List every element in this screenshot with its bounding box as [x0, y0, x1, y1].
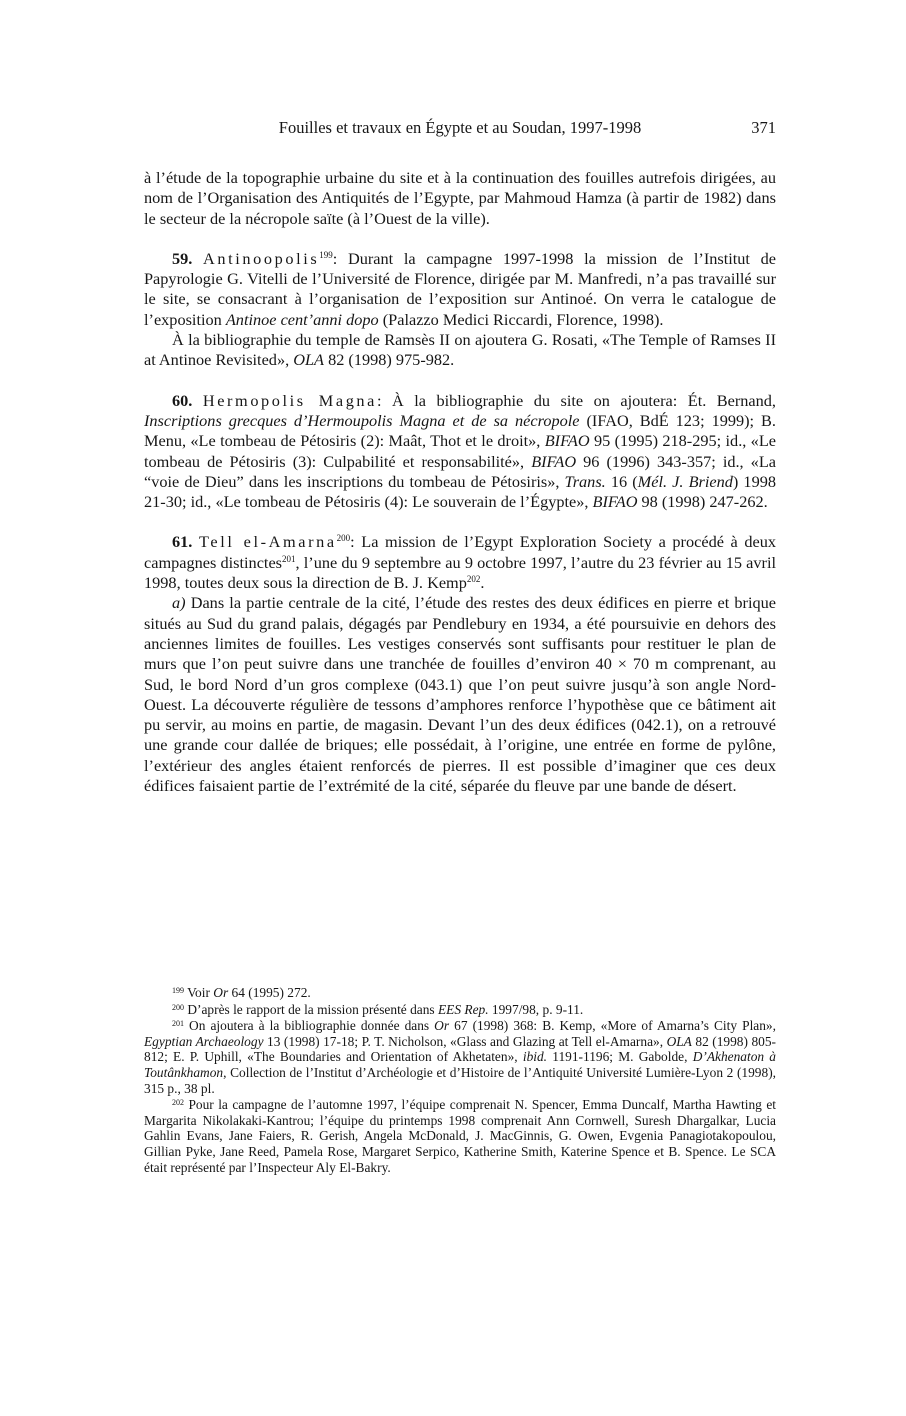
italic-title: Antinoe cent’anni dopo — [225, 309, 379, 329]
italic-title: D’Akhenaton à Toutânkhamon — [144, 1049, 777, 1080]
text-run: : À la bibliographie du site on ajoutera: Ét. Bernand, — [377, 390, 776, 410]
page-header — [144, 118, 776, 140]
text-run: On ajoutera à la bibliographie donnée dans — [184, 1018, 435, 1034]
footnote-ref: 202 — [466, 574, 481, 585]
italic-title: EES Rep. — [437, 1001, 489, 1017]
text-run: . — [480, 573, 485, 593]
footnote-number: 202 — [172, 1098, 184, 1108]
text-run: À la bibliographie du temple de Ramsès II on ajoutera G. Rosati, «The Temple of Ramses II at Antinoe Revisited», — [144, 330, 776, 370]
footnote-201 — [144, 1018, 776, 1096]
italic-title: Trans. — [564, 471, 606, 491]
text-run: 98 (1998) 247-262. — [637, 492, 768, 512]
footnote-ref: 200 — [336, 533, 351, 544]
footnotes — [144, 985, 776, 1176]
site-name: Tell el-Amarna — [198, 532, 337, 552]
text-run: Dans la partie centrale de la cité, l’étude des restes des deux édifices en pierre et brique situés au Sud du grand palais, dégagés par Pendlebury en 1934, a été poursuivie en dehors des anciennes limites de fouilles. Les vestiges conservés sont suffisants pour restituer le plan de murs que l’on peut suivre dans une tranchée de fouilles d’environ 40 × 70 m comprenant, au Sud, le bord Nord d’un gros complexe (043.1) que l’on peut suivre jusqu’à son angle Nord-Ouest. La découverte régulière de tessons d’amphores renforce l’hypothèse que ce bâtiment ait pu servir, au moins en partie, de magasin. Devant l’un des deux édifices (042.1), on a retrouvé une grande cour dallée de briques; elle possédait, à l’origine, une entrée en forme de pylône, l’extérieur des angles étaient renforcés de pierres. Il est possible d’imaginer que ces deux édifices faisaient partie de l’extrémité de la cité, séparée du fleuve par une bande de désert. — [144, 593, 776, 796]
text-run: 1997/98, p. 9-11. — [488, 1001, 584, 1017]
paragraph-continuation: à l’étude de la topographie urbaine du site et à la continuation des fouilles autrefois dirigées, au nom de l’Organisation des Antiquités de l’Egypte, par Mahmoud Hamza (à partir de 1982) dans le secteur de la nécropole saïte (à l’Ouest de la ville). — [144, 168, 776, 228]
running-title: Fouilles et travaux en Égypte et au Soudan, 1997-1998 — [278, 118, 642, 137]
text-run: 16 ( — [605, 471, 638, 491]
footnote-202 — [144, 1097, 776, 1175]
text-run: 1191-1196; M. Gabolde, — [547, 1049, 693, 1065]
main-text — [144, 168, 776, 796]
footnote-number: 201 — [172, 1019, 184, 1029]
site-name: Antinoopolis — [203, 248, 320, 268]
text-run: 64 (1995) 272. — [228, 985, 311, 1000]
section-61-subparagraph-a — [144, 593, 776, 796]
italic-title: BIFAO — [531, 451, 577, 471]
text-run: : La mission de l’Egypt Exploration Society a procédé à deux campagnes distinctes — [144, 532, 776, 572]
text-run: , Collection de l’Institut d’Archéologie et d’Histoire de l’Antiquité Université Lumière-Lyon 2 (1998), 315 p., 38 pl. — [144, 1064, 776, 1096]
section-number: 61. — [172, 532, 193, 552]
text-run: 82 (1998) 975-982. — [324, 350, 455, 370]
section-59-paragraph-2 — [144, 330, 776, 371]
italic-title: ibid. — [522, 1049, 548, 1065]
page-number: 371 — [751, 118, 776, 137]
italic-title: Inscriptions grecques d’Hermoupolis Magna et de sa nécropole — [144, 410, 580, 430]
section-60-paragraph — [144, 391, 776, 513]
italic-title: OLA — [666, 1033, 692, 1049]
text-run: ) 1998 21-30; id., «Le tombeau de Pétosiris (4): Le souverain de l’Égypte», — [144, 471, 776, 512]
section-59-paragraph — [144, 249, 776, 330]
text-run: 13 (1998) 17-18; P. T. Nicholson, «Glass and Glazing at Tell el-Amarna», — [263, 1033, 667, 1049]
italic-title: Mél. J. Briend — [637, 471, 733, 491]
italic-title: BIFAO — [592, 492, 638, 512]
italic-title: BIFAO — [544, 431, 590, 451]
text-run: D’après le rapport de la mission présenté dans — [184, 1001, 438, 1017]
text-run: 95 (1995) 218-295; id., «Le tombeau de Pétosiris (3): Culpabilité et responsabilité», — [144, 431, 776, 471]
text-run: (Palazzo Medici Riccardi, Florence, 1998). — [378, 309, 664, 329]
footnote-199 — [144, 985, 776, 1001]
text-run: : Durant la campagne 1997-1998 la mission de l’Institut de Papyrologie G. Vitelli de l’Université de Florence, dirigée par M. Manfredi, n’a pas travaillé sur le site, se consacrant à l’organisation de l’exposition sur Antinoé. On verra le catalogue de l’exposition — [144, 248, 776, 329]
italic-title: Or — [213, 985, 229, 1000]
text-run: , l’une du 9 septembre au 9 octobre 1997, l’autre du 23 février au 15 avril 1998, toutes deux sous la direction de B. J. Kemp — [144, 552, 776, 593]
site-name: Hermopolis Magna — [202, 390, 378, 410]
italic-title: Or — [434, 1018, 450, 1034]
footnote-200 — [144, 1002, 776, 1018]
section-number: 59. — [172, 248, 193, 268]
text-run: 82 (1998) 805-812; E. P. Uphill, «The Boundaries and Orientation of Akhetaten», — [144, 1033, 777, 1065]
text-run: Pour la campagne de l’automne 1997, l’équipe comprenait N. Spencer, Emma Duncalf, Martha Hawting et Margarita Nikolakaki-Kantrou; l’équipe du printemps 1998 comprenait Ann Cornwell, Suresh Dhargalkar, Lucia Gahlin Evans, Jane Faiers, R. Gerish, Angela McDonald, J. MacGinnis, G. Owen, Evgenia Panagiotakopoulou, Gillian Pyke, Jane Reed, Pamela Rose, Margaret Serpico, Katherine Smith, Katerine Spence et B. Spence. Le SCA était représenté par l’Inspecteur Aly El-Bakry. — [144, 1097, 776, 1175]
italic-title: OLA — [293, 350, 324, 370]
text-run: 67 (1998) 368: B. Kemp, «More of Amarna’s City Plan», — [449, 1018, 776, 1034]
text-run: 96 (1996) 343-357; id., «La “voie de Dieu” dans les inscriptions du tombeau de Pétosiris», — [144, 451, 776, 491]
footnote-number: 199 — [172, 986, 184, 995]
section-number: 60. — [172, 390, 193, 410]
text-run: Voir — [184, 985, 214, 1000]
section-61-paragraph — [144, 532, 776, 593]
footnote-ref: 201 — [282, 553, 296, 564]
footnote-number: 200 — [172, 1002, 184, 1012]
footnote-ref: 199 — [319, 249, 333, 260]
item-label: a) — [172, 593, 186, 613]
italic-title: Egyptian Archaeology — [144, 1033, 264, 1049]
text-run: (IFAO, BdÉ 123; 1999); B. Menu, «Le tombeau de Pétosiris (2): Maât, Thot et le droit», — [144, 410, 776, 451]
